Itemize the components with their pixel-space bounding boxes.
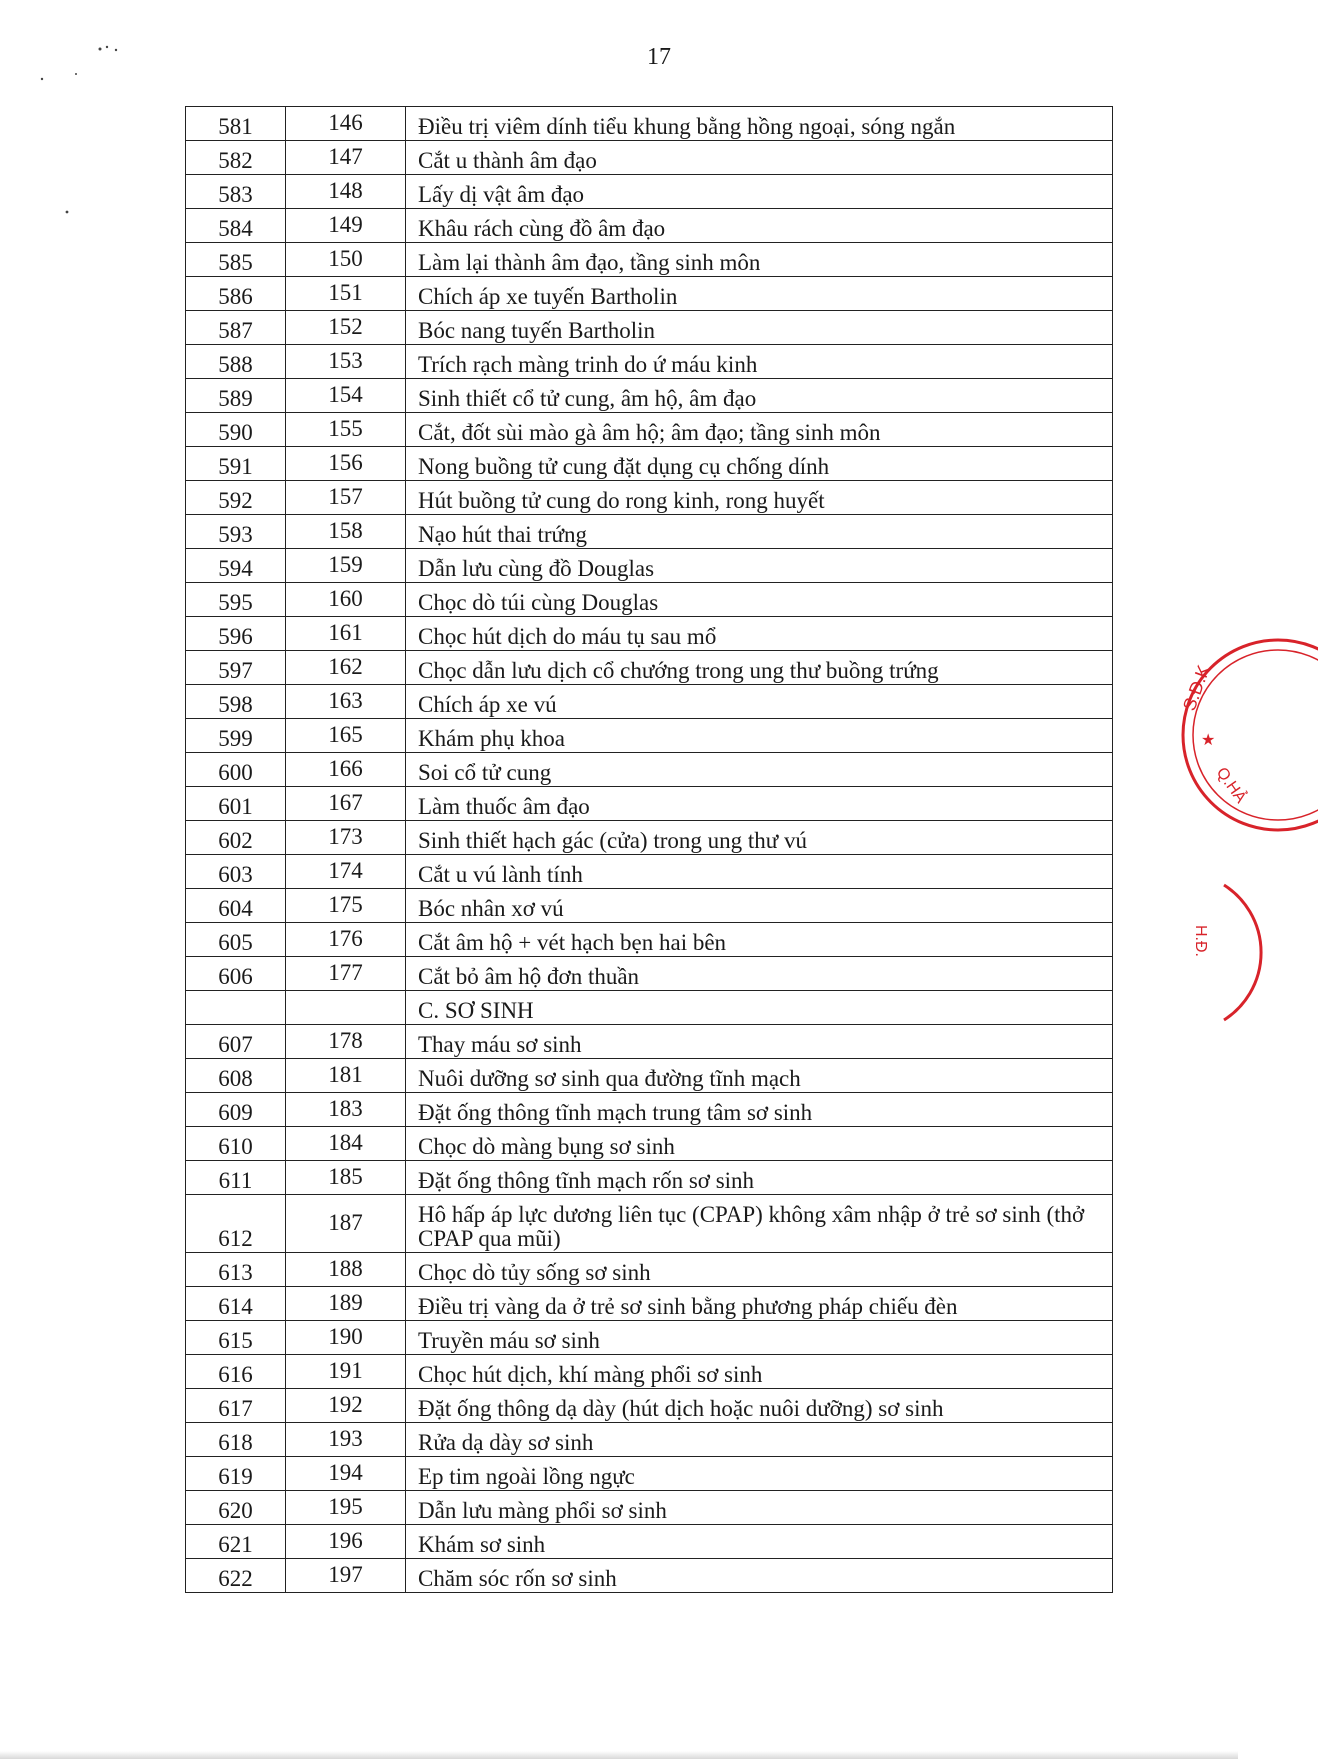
- stamp-text-bottom: Q.HẢ: [1212, 764, 1250, 807]
- procedure-name-cell: Đặt ống thông tĩnh mạch rốn sơ sinh: [406, 1161, 1113, 1195]
- procedure-name-cell: Chích áp xe tuyến Bartholin: [406, 277, 1113, 311]
- code-cell: 185: [286, 1161, 406, 1195]
- procedure-name-cell: Chọc dò tủy sống sơ sinh: [406, 1253, 1113, 1287]
- stt-cell: 615: [186, 1321, 286, 1355]
- stt-cell: 610: [186, 1127, 286, 1161]
- procedure-name-cell: Chọc hút dịch, khí màng phổi sơ sinh: [406, 1355, 1113, 1389]
- stt-cell: 617: [186, 1389, 286, 1423]
- stt-cell: [186, 991, 286, 1025]
- procedure-name-cell: Thay máu sơ sinh: [406, 1025, 1113, 1059]
- procedure-name-cell: Chọc dẫn lưu dịch cổ chướng trong ung thư buồng trứng: [406, 651, 1113, 685]
- stt-cell: 607: [186, 1025, 286, 1059]
- scan-marks: [86, 44, 146, 304]
- stt-cell: 616: [186, 1355, 286, 1389]
- stt-cell: 600: [186, 753, 286, 787]
- procedure-name-cell: Chăm sóc rốn sơ sinh: [406, 1559, 1113, 1593]
- code-cell: 152: [286, 311, 406, 345]
- procedure-name-cell: Bóc nhân xơ vú: [406, 889, 1113, 923]
- code-cell: 161: [286, 617, 406, 651]
- procedure-name-cell: Rửa dạ dày sơ sinh: [406, 1423, 1113, 1457]
- stt-cell: 591: [186, 447, 286, 481]
- code-cell: 192: [286, 1389, 406, 1423]
- table-row: [186, 1025, 1113, 1059]
- procedure-name-cell: Bóc nang tuyến Bartholin: [406, 311, 1113, 345]
- stt-cell: 587: [186, 311, 286, 345]
- table-row: [186, 1321, 1113, 1355]
- procedure-name-cell: Ep tim ngoài lồng ngực: [406, 1457, 1113, 1491]
- stt-cell: 596: [186, 617, 286, 651]
- code-cell: 148: [286, 175, 406, 209]
- code-cell: 174: [286, 855, 406, 889]
- procedure-name-cell: C. SƠ SINH: [406, 991, 1113, 1025]
- stt-cell: 604: [186, 889, 286, 923]
- procedure-name-cell: Lấy dị vật âm đạo: [406, 175, 1113, 209]
- procedure-name-cell: Đặt ống thông tĩnh mạch trung tâm sơ sinh: [406, 1093, 1113, 1127]
- code-cell: 193: [286, 1423, 406, 1457]
- code-cell: 147: [286, 141, 406, 175]
- procedure-name-cell: Dẫn lưu màng phổi sơ sinh: [406, 1491, 1113, 1525]
- stt-cell: 601: [186, 787, 286, 821]
- code-cell: 191: [286, 1355, 406, 1389]
- table-row: [186, 379, 1113, 413]
- code-cell: 151: [286, 277, 406, 311]
- code-cell: 197: [286, 1559, 406, 1593]
- table-row: [186, 175, 1113, 209]
- stt-cell: 588: [186, 345, 286, 379]
- code-cell: 189: [286, 1287, 406, 1321]
- procedure-name-cell: Chọc dò túi cùng Douglas: [406, 583, 1113, 617]
- partial-seal-stamp: [1184, 880, 1274, 1030]
- stt-cell: 602: [186, 821, 286, 855]
- table-row: [186, 141, 1113, 175]
- procedure-name-cell: Khám sơ sinh: [406, 1525, 1113, 1559]
- table-row: [186, 753, 1113, 787]
- code-cell: 187: [286, 1195, 406, 1253]
- stamp-star: ★: [1201, 732, 1216, 749]
- stt-cell: 621: [186, 1525, 286, 1559]
- partial-stamp-text: H.Đ.: [1192, 925, 1209, 957]
- procedure-name-cell: Hút buồng tử cung do rong kinh, rong huyết: [406, 481, 1113, 515]
- stt-cell: 620: [186, 1491, 286, 1525]
- code-cell: 178: [286, 1025, 406, 1059]
- stamp-text-top: S.Đ.K: [1178, 662, 1214, 714]
- table-row: [186, 1253, 1113, 1287]
- procedure-name-cell: Làm thuốc âm đạo: [406, 787, 1113, 821]
- code-cell: 176: [286, 923, 406, 957]
- stt-cell: 594: [186, 549, 286, 583]
- scan-bottom-edge: [0, 1751, 1238, 1759]
- page-number: 17: [647, 44, 671, 70]
- stt-cell: 612: [186, 1195, 286, 1253]
- stt-cell: 584: [186, 209, 286, 243]
- procedure-name-cell: Sinh thiết hạch gác (cửa) trong ung thư vú: [406, 821, 1113, 855]
- table-row: [186, 719, 1113, 753]
- procedure-name-cell: Dẫn lưu cùng đồ Douglas: [406, 549, 1113, 583]
- stt-cell: 581: [186, 107, 286, 141]
- table-row: [186, 1457, 1113, 1491]
- stt-cell: 586: [186, 277, 286, 311]
- table-row: [186, 821, 1113, 855]
- procedure-name-cell: Soi cổ tử cung: [406, 753, 1113, 787]
- table-row: [186, 243, 1113, 277]
- stt-cell: 599: [186, 719, 286, 753]
- table-row: [186, 1161, 1113, 1195]
- code-cell: 183: [286, 1093, 406, 1127]
- code-cell: 167: [286, 787, 406, 821]
- stt-cell: 595: [186, 583, 286, 617]
- procedure-name-cell: Hô hấp áp lực dương liên tục (CPAP) không xâm nhập ở trẻ sơ sinh (thở CPAP qua mũi): [406, 1195, 1113, 1253]
- table-row: [186, 583, 1113, 617]
- table-row: [186, 481, 1113, 515]
- code-cell: 175: [286, 889, 406, 923]
- table-row: [186, 345, 1113, 379]
- procedure-name-cell: Điều trị viêm dính tiểu khung bằng hồng ngoại, sóng ngắn: [406, 107, 1113, 141]
- code-cell: 194: [286, 1457, 406, 1491]
- stt-cell: 613: [186, 1253, 286, 1287]
- procedure-name-cell: Làm lại thành âm đạo, tầng sinh môn: [406, 243, 1113, 277]
- procedure-name-cell: Trích rạch màng trinh do ứ máu kinh: [406, 345, 1113, 379]
- procedure-name-cell: Chích áp xe vú: [406, 685, 1113, 719]
- table-row: [186, 1059, 1113, 1093]
- table-row: [186, 651, 1113, 685]
- table-row: [186, 1127, 1113, 1161]
- table-row: [186, 1423, 1113, 1457]
- procedure-name-cell: Khám phụ khoa: [406, 719, 1113, 753]
- procedure-name-cell: Truyền máu sơ sinh: [406, 1321, 1113, 1355]
- code-cell: 190: [286, 1321, 406, 1355]
- stt-cell: 589: [186, 379, 286, 413]
- code-cell: 195: [286, 1491, 406, 1525]
- stt-cell: 608: [186, 1059, 286, 1093]
- stt-cell: 611: [186, 1161, 286, 1195]
- table-row: [186, 209, 1113, 243]
- procedure-name-cell: Nuôi dưỡng sơ sinh qua đường tĩnh mạch: [406, 1059, 1113, 1093]
- code-cell: 157: [286, 481, 406, 515]
- stt-cell: 597: [186, 651, 286, 685]
- table-row: [186, 1389, 1113, 1423]
- procedure-name-cell: Cắt, đốt sùi mào gà âm hộ; âm đạo; tầng sinh môn: [406, 413, 1113, 447]
- stt-cell: 598: [186, 685, 286, 719]
- table-row: [186, 889, 1113, 923]
- table-row: [186, 957, 1113, 991]
- table-row: [186, 447, 1113, 481]
- stt-cell: 622: [186, 1559, 286, 1593]
- table-row: [186, 1093, 1113, 1127]
- stt-cell: 605: [186, 923, 286, 957]
- red-seal-stamp: [1168, 630, 1298, 840]
- code-cell: 162: [286, 651, 406, 685]
- code-cell: 149: [286, 209, 406, 243]
- stt-cell: 592: [186, 481, 286, 515]
- table-row: [186, 1287, 1113, 1321]
- code-cell: 146: [286, 107, 406, 141]
- code-cell: 155: [286, 413, 406, 447]
- stt-cell: 609: [186, 1093, 286, 1127]
- code-cell: 158: [286, 515, 406, 549]
- table-row: [186, 107, 1113, 141]
- table-row: [186, 515, 1113, 549]
- procedure-name-cell: Nong buồng tử cung đặt dụng cụ chống dính: [406, 447, 1113, 481]
- table-row: [186, 923, 1113, 957]
- stt-cell: 583: [186, 175, 286, 209]
- code-cell: 166: [286, 753, 406, 787]
- procedure-name-cell: Chọc dò màng bụng sơ sinh: [406, 1127, 1113, 1161]
- code-cell: 154: [286, 379, 406, 413]
- code-cell: 188: [286, 1253, 406, 1287]
- procedure-table: [185, 106, 1113, 1593]
- stt-cell: 619: [186, 1457, 286, 1491]
- procedure-name-cell: Chọc hút dịch do máu tụ sau mổ: [406, 617, 1113, 651]
- stt-cell: 618: [186, 1423, 286, 1457]
- table-row: [186, 549, 1113, 583]
- procedure-name-cell: Điều trị vàng da ở trẻ sơ sinh bằng phương pháp chiếu đèn: [406, 1287, 1113, 1321]
- table-row: [186, 991, 1113, 1025]
- procedure-name-cell: Nạo hút thai trứng: [406, 515, 1113, 549]
- code-cell: 150: [286, 243, 406, 277]
- code-cell: 156: [286, 447, 406, 481]
- code-cell: 173: [286, 821, 406, 855]
- stt-cell: 582: [186, 141, 286, 175]
- table-row: [186, 277, 1113, 311]
- table-row: [186, 787, 1113, 821]
- table-row: [186, 1525, 1113, 1559]
- procedure-name-cell: Cắt u thành âm đạo: [406, 141, 1113, 175]
- procedure-name-cell: Cắt bỏ âm hộ đơn thuần: [406, 957, 1113, 991]
- code-cell: 165: [286, 719, 406, 753]
- stt-cell: 590: [186, 413, 286, 447]
- stt-cell: 614: [186, 1287, 286, 1321]
- stt-cell: 585: [186, 243, 286, 277]
- stt-cell: 593: [186, 515, 286, 549]
- code-cell: 181: [286, 1059, 406, 1093]
- procedure-name-cell: Cắt u vú lành tính: [406, 855, 1113, 889]
- code-cell: 160: [286, 583, 406, 617]
- table-row: [186, 1559, 1113, 1593]
- table-row: [186, 685, 1113, 719]
- table-row: [186, 1355, 1113, 1389]
- stt-cell: 606: [186, 957, 286, 991]
- code-cell: 163: [286, 685, 406, 719]
- table-row: [186, 1195, 1113, 1253]
- code-cell: 177: [286, 957, 406, 991]
- stt-cell: 603: [186, 855, 286, 889]
- table-row: [186, 413, 1113, 447]
- table-row: [186, 1491, 1113, 1525]
- procedure-name-cell: Khâu rách cùng đồ âm đạo: [406, 209, 1113, 243]
- code-cell: 184: [286, 1127, 406, 1161]
- code-cell: [286, 991, 406, 1025]
- procedure-name-cell: Cắt âm hộ + vét hạch bẹn hai bên: [406, 923, 1113, 957]
- table-row: [186, 311, 1113, 345]
- code-cell: 159: [286, 549, 406, 583]
- table-row: [186, 617, 1113, 651]
- code-cell: 196: [286, 1525, 406, 1559]
- table-row: [186, 855, 1113, 889]
- procedure-name-cell: Sinh thiết cổ tử cung, âm hộ, âm đạo: [406, 379, 1113, 413]
- procedure-name-cell: Đặt ống thông dạ dày (hút dịch hoặc nuôi dưỡng) sơ sinh: [406, 1389, 1113, 1423]
- code-cell: 153: [286, 345, 406, 379]
